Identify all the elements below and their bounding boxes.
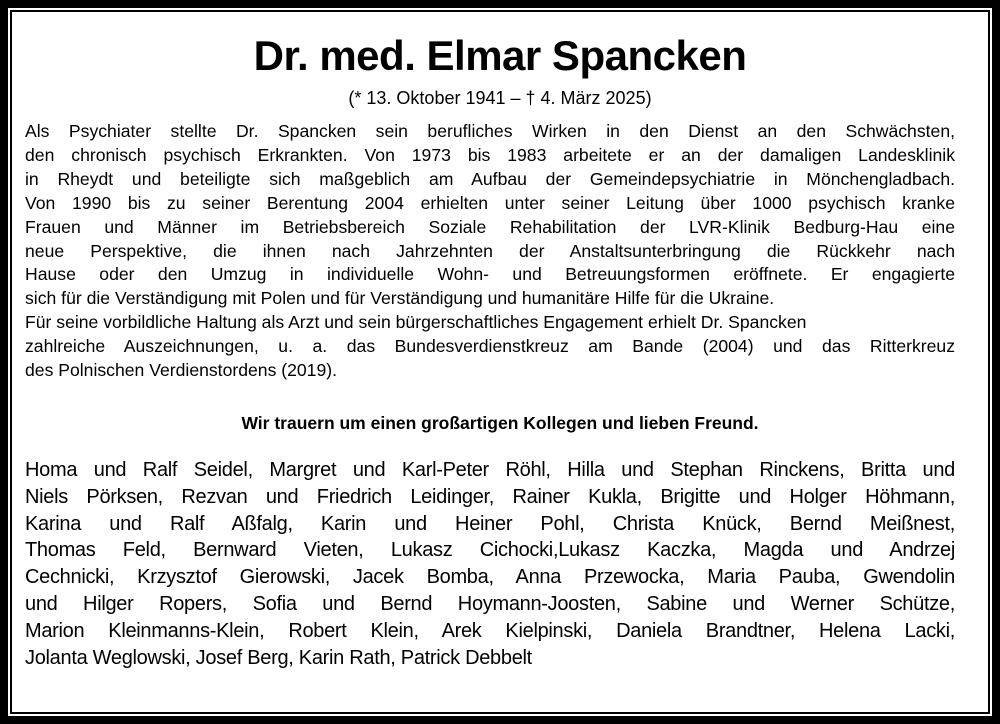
mourners-list [25, 457, 955, 671]
biography [25, 120, 955, 383]
mourners-line: Thomas Feld, Bernward Vieten, Lukasz Cichocki,Lukasz Kaczka, Magda und Andrzej [25, 539, 955, 562]
biography-line: Hause oder den Umzug in individuelle Wohn- und Betreuungsformen eröffnete. Er engagierte [25, 264, 955, 285]
biography-line: in Rheydt und beteiligte sich maßgeblich am Aufbau der Gemeindepsychiatrie in Mönchengladbach. [25, 168, 955, 189]
mourners-line: Karina und Ralf Aßfalg, Karin und Heiner Pohl, Christa Knück, Bernd Meißnest, [25, 512, 955, 535]
obituary-title: Dr. med. Elmar Spancken [253, 32, 747, 79]
mourners-line: Cechnicki, Krzysztof Gierowski, Jacek Bomba, Anna Przewocka, Maria Pauba, Gwendolin [25, 566, 955, 589]
mourners-line: Homa und Ralf Seidel, Margret und Karl-Peter Röhl, Hilla und Stephan Rinckens, Britta und [25, 459, 955, 481]
biography-line: neue Perspektive, die ihnen nach Jahrzehnten der Anstaltsunterbringung die Rückkehr nach [25, 240, 955, 261]
mourners-line: und Hilger Ropers, Sofia und Bernd Hoymann-Joosten, Sabine und Werner Schütze, [25, 592, 955, 615]
biography-line: Für seine vorbildliche Haltung als Arzt und sein bürgerschaftliches Engagement erhielt Dr. Spancken [25, 312, 807, 333]
mourning-statement: Wir trauern um einen großartigen Kollegen und lieben Freund. [241, 413, 759, 433]
mourners-line: Niels Pörksen, Rezvan und Friedrich Leidinger, Rainer Kukla, Brigitte und Holger Höhmann, [25, 485, 955, 508]
biography-line: zahlreiche Auszeichnungen, u. a. das Bundesverdienstkreuz am Bande (2004) und das Ritterkreuz [25, 336, 955, 357]
biography-line: sich für die Verständigung mit Polen und für Verständigung und humanitäre Hilfe für die Ukraine. [25, 288, 775, 309]
mourners-line: Marion Kleinmanns-Klein, Robert Klein, Arek Kielpinski, Daniela Brandtner, Helena Lacki, [25, 619, 955, 642]
biography-line: Als Psychiater stellte Dr. Spancken sein berufliches Wirken in den Dienst an den Schwächsten, [25, 121, 955, 141]
biography-line: des Polnischen Verdienstordens (2019). [25, 360, 337, 381]
biography-line: Von 1990 bis zu seiner Berentung 2004 erhielten unter seiner Leitung über 1000 psychisch kranke [25, 192, 955, 213]
life-dates: (* 13. Oktober 1941 – † 4. März 2025) [348, 88, 652, 108]
biography-line: Frauen und Männer im Betriebsbereich Soziale Rehabilitation der LVR-Klinik Bedburg-Hau eine [25, 216, 955, 237]
mourners-line: Jolanta Weglowski, Josef Berg, Karin Rath, Patrick Debbelt [25, 646, 532, 669]
biography-line: den chronisch psychisch Erkrankten. Von 1973 bis 1983 arbeitete er an der damaligen Landesklinik [25, 144, 955, 165]
